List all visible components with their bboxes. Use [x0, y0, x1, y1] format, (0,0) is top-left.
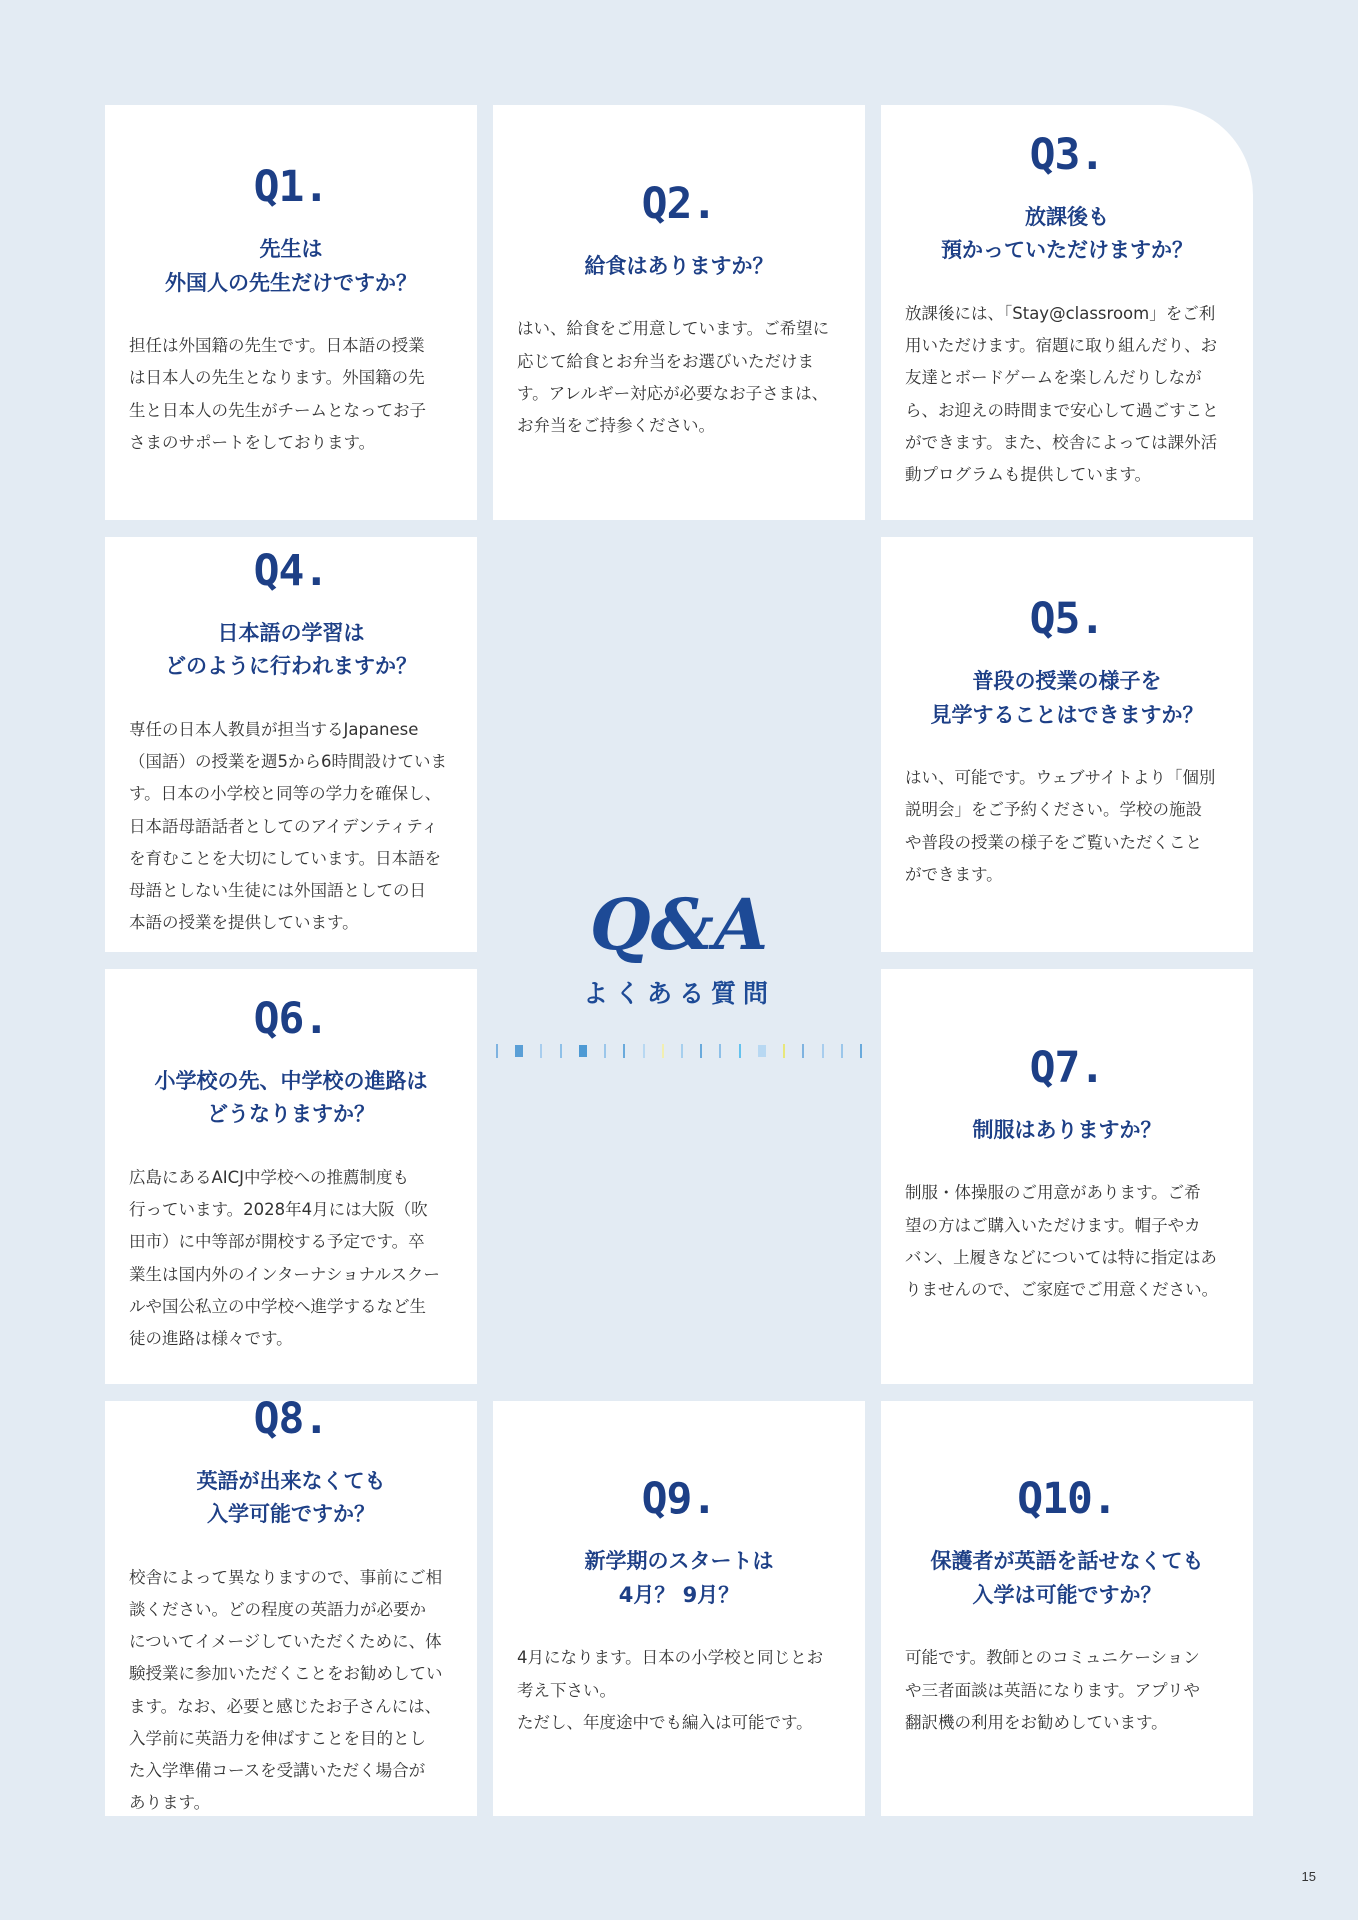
- question-title-line: 小学校の先、中学校の進路は: [154, 1068, 428, 1093]
- decorative-tick: [783, 1044, 785, 1058]
- decorative-tick: [739, 1044, 741, 1058]
- question-title: [585, 1545, 774, 1612]
- question-title-line: 預かっていただけますか？: [941, 238, 1193, 263]
- question-title-line: 給食はありますか？: [584, 253, 774, 278]
- decorative-tick: [681, 1044, 683, 1058]
- answer-text: はい、可能です。ウェブサイトより「個別 説明会」をご予約ください。学校の施設 や普段の授業の様子をご覧いただくこと ができます。: [905, 768, 1216, 884]
- decorative-tick: [822, 1044, 824, 1058]
- question-title: [941, 201, 1193, 268]
- qa-card-1: [105, 105, 477, 520]
- qa-title: Q&A: [589, 883, 769, 966]
- qa-card-3: [881, 105, 1253, 520]
- decorative-tick: [802, 1044, 804, 1058]
- question-title-line: 制服はありますか？: [972, 1117, 1162, 1142]
- qa-card-2: [493, 105, 865, 520]
- decorative-tick: [643, 1044, 645, 1058]
- question-title: [931, 1545, 1204, 1612]
- decorative-tick: [604, 1044, 606, 1058]
- answer-text: 専任の日本人教員が担当するJapanese （国語）の授業を週5から6時間設けていま す。日本の小学校と同等の学力を確保し、 日本語母語話者としてのアイデンティティ を育むことを大切にしています。日本語を 母語としない生徒には外国語としての日 本語の授業を提供しています。: [129, 719, 447, 933]
- question-title-line: 4月？ 9月？: [618, 1582, 740, 1607]
- question-title-line: 見学することはできますか？: [930, 702, 1204, 727]
- question-number: Q3.: [1029, 129, 1105, 180]
- qa-card-7: [881, 969, 1253, 1384]
- decorative-tick: [700, 1044, 702, 1058]
- qa-center-heading: [493, 883, 865, 1058]
- answer-text: 4月になります。日本の小学校と同じとお 考え下さい。 ただし、年度途中でも編入は可能です。: [517, 1648, 824, 1732]
- question-number: Q10.: [1017, 1474, 1117, 1525]
- answer-text: 放課後には、「Stay@classroom」をご利 用いただけます。宿題に取り組んだり、お 友達とボードゲームを楽しんだりしなが ら、お迎えの時間まで安心して過ごすこと ができます。また、校舎によっては課外活 動プログラムも提供しています。: [905, 304, 1219, 484]
- question-title: [197, 1465, 386, 1532]
- question-title: [585, 250, 774, 284]
- answer-text: 広島にあるAICJ中学校への推薦制度も 行っています。2028年4月には大阪（吹 田市）に中等部が開校する予定です。卒 業生は国内外のインターナショナルスクー ルや国公私立の中学校へ進学するなど生 徒の進路は様々です。: [129, 1168, 440, 1348]
- question-number: Q9.: [641, 1474, 717, 1525]
- question-title-line: どのように行われますか？: [165, 654, 417, 679]
- decorative-tick: [758, 1045, 766, 1057]
- answer-text: 可能です。教師とのコミュニケーション や三者面談は英語になります。アプリや 翻訳機の利用をお勧めしています。: [905, 1648, 1201, 1732]
- question-number: Q1.: [253, 162, 329, 213]
- question-number: Q5.: [1029, 594, 1105, 645]
- question-title-line: 入学可能ですか？: [207, 1502, 375, 1527]
- question-number: Q7.: [1029, 1042, 1105, 1093]
- question-title-line: 保護者が英語を話せなくても: [930, 1549, 1204, 1574]
- question-title-line: 普段の授業の様子を: [972, 669, 1162, 694]
- page-number: 15: [1301, 1869, 1316, 1884]
- question-title: [973, 1114, 1162, 1148]
- answer-text: はい、給食をご用意しています。ご希望に 応じて給食とお弁当をお選びいただけま す。アレルギー対応が必要なお子さまは、 お弁当をご持参ください。: [517, 319, 830, 435]
- question-title: [165, 617, 417, 684]
- qa-card-10: [881, 1401, 1253, 1816]
- question-number: Q8.: [253, 1393, 329, 1444]
- qa-card-4: [105, 537, 477, 952]
- answer-text: 校舎によって異なりますので、事前にご相 談ください。どの程度の英語力が必要か についてイメージしていただくために、体 験授業に参加いただくことをお勧めしてい ます。なお、必要と感じたお子さんには、 入学前に英語力を伸ばすことを目的とし た入学準備コースを受講いただく場合が あります。: [129, 1567, 443, 1813]
- question-title: [155, 1065, 428, 1132]
- question-number: Q6.: [253, 993, 329, 1044]
- question-number: Q2.: [641, 178, 717, 229]
- decorative-tick: [496, 1044, 498, 1058]
- question-title-line: 先生は: [259, 237, 323, 262]
- question-title-line: 日本語の学習は: [217, 620, 365, 645]
- decorative-tick: [515, 1045, 523, 1057]
- answer-text: 制服・体操服のご用意があります。ご希 望の方はご購入いただけます。帽子やカ バン、上履きなどについては特に指定はあ りませんので、ご家庭でご用意ください。: [905, 1183, 1219, 1299]
- question-title-line: 新学期のスタートは: [584, 1549, 774, 1574]
- decorative-tick: [623, 1044, 625, 1058]
- decorative-tick: [662, 1044, 664, 1058]
- question-title-line: 入学は可能ですか？: [972, 1582, 1162, 1607]
- qa-card-6: [105, 969, 477, 1384]
- decorative-tick: [579, 1045, 587, 1057]
- decorative-tick: [841, 1044, 843, 1058]
- decorative-tick: [540, 1044, 542, 1058]
- answer-text: 担任は外国籍の先生です。日本語の授業 は日本人の先生となります。外国籍の先 生と日本人の先生がチームとなってお子 さまのサポートをしております。: [129, 336, 426, 452]
- question-title-line: どうなりますか？: [207, 1102, 375, 1127]
- qa-card-9: [493, 1401, 865, 1816]
- decorative-tick: [860, 1044, 862, 1058]
- decorative-tick: [719, 1044, 721, 1058]
- decorative-tick: [560, 1044, 562, 1058]
- question-number: Q4.: [253, 545, 329, 596]
- question-title: [931, 665, 1204, 732]
- question-title-line: 外国人の先生だけですか？: [165, 270, 417, 295]
- decorative-tick-bar: [496, 1044, 862, 1058]
- qa-subtitle: よくある質問: [582, 979, 775, 1008]
- question-title-line: 放課後も: [1025, 204, 1109, 229]
- question-title: [165, 233, 417, 300]
- qa-card-5: [881, 537, 1253, 952]
- qa-card-8: [105, 1393, 477, 1816]
- question-title-line: 英語が出来なくても: [196, 1468, 386, 1493]
